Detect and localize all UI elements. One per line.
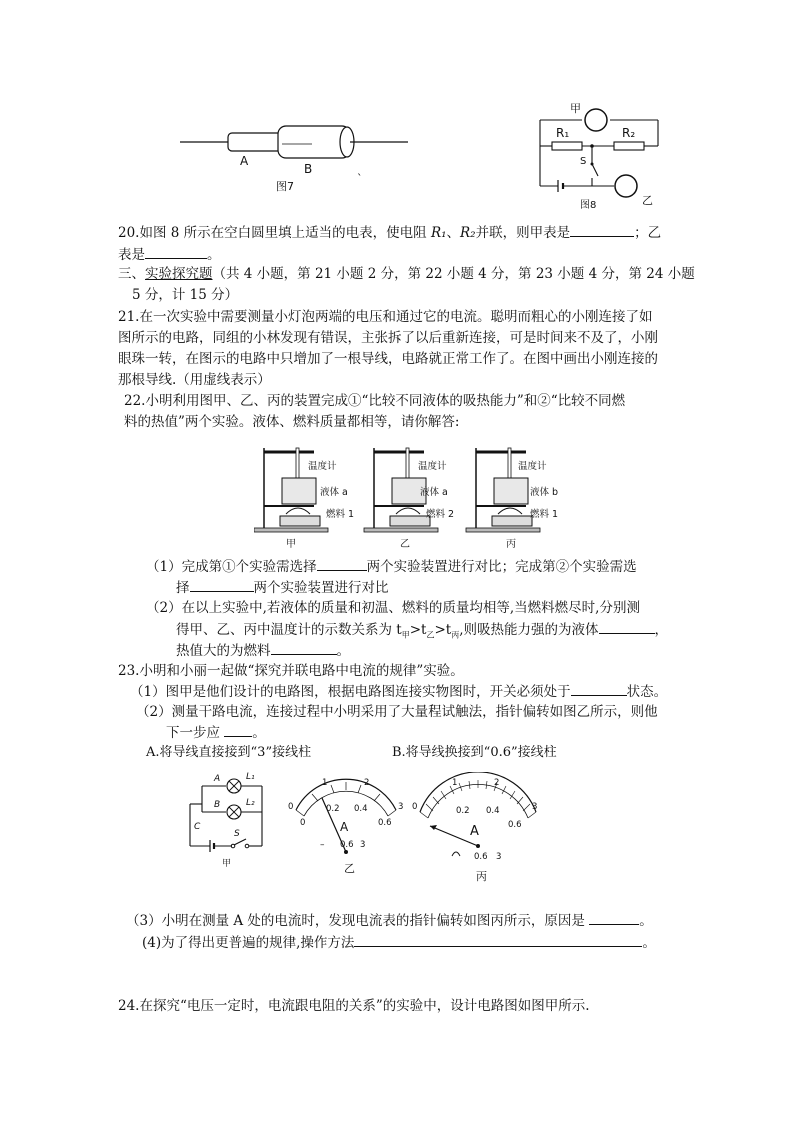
fig7-label-b: B: [304, 162, 313, 176]
stray-mark: `: [357, 172, 363, 185]
section3-text: （共 4 小题，第 21 小题 2 分，第 22 小题 4 分，第 23 小题 4 分，第 24 小题: [212, 266, 695, 282]
q22-sub2-text-e: 热值大的为燃料: [176, 643, 271, 659]
q22-blank-4[interactable]: [271, 640, 337, 655]
q23-sub1: [130, 681, 667, 702]
yi-meter-letter: A: [340, 820, 349, 834]
yi-scale-top-0: 0: [288, 802, 294, 812]
q22-blank-1[interactable]: [317, 556, 367, 571]
yi-thermometer-label: 温度计: [418, 461, 447, 472]
q22-sub1-line2: [176, 577, 389, 598]
q23-sub3: [126, 910, 653, 931]
q20-text-a: 20.如图 8 所示在空白圆里填上适当的电表，使电阻: [118, 225, 431, 241]
q22-sub1-text-b: 两个实验装置进行对比；完成第②个实验需选: [366, 559, 637, 575]
figure-7-drawing: [178, 118, 418, 198]
q22-line2: 料的热值”两个实验。液体、燃料质量都相等，请你解答:: [124, 414, 460, 430]
q23-sub4-text-b: 。: [642, 935, 656, 951]
yi-scale-top-2: 2: [364, 778, 370, 788]
q20-line1: [118, 222, 661, 243]
q22-sub-bing: 丙: [451, 630, 460, 640]
q22-line1: 22.小明利用图甲、乙、丙的装置完成①“比较不同液体的吸热能力”和②“比较不同燃: [124, 393, 626, 409]
yi-terminal-3: 3: [360, 840, 366, 850]
bing-fuel-label: 燃料 1: [530, 509, 559, 520]
circuit-caption-jia: 甲: [222, 859, 232, 869]
fig7-caption: 图7: [276, 180, 294, 193]
q23-sub3-text-b: 。: [639, 913, 653, 929]
q20-text-e: 。: [207, 247, 221, 263]
q21-line3: 眼珠一转，在图示的电路中只增加了一根导线，电路就正常工作了。在图中画出小刚连接的: [118, 351, 658, 367]
q23-sub4: [142, 932, 656, 953]
bing-meter-letter: A: [470, 824, 479, 839]
q22-sub2-line3: [176, 640, 350, 661]
q22-sub1-text-a: （1）完成第①个实验需选择: [146, 559, 317, 575]
circuit-label-s: S: [234, 829, 240, 839]
circuit-label-c: C: [194, 822, 201, 832]
q22-sub1-text-d: 两个实验装置进行对比: [253, 580, 389, 596]
q23-sub2-text-c: 。: [252, 725, 266, 741]
q22-blank-3[interactable]: [599, 619, 655, 634]
section3-prefix: 三、: [118, 266, 145, 282]
section3-heading: [118, 264, 695, 284]
jia-thermometer-label: 温度计: [308, 461, 337, 472]
fig8-label-r2: R₂: [622, 126, 636, 140]
q20-blank-yi[interactable]: [145, 244, 207, 259]
q23-sub1-text-b: 状态。: [626, 684, 668, 700]
figure-7: [178, 118, 418, 198]
q23-blank-2[interactable]: [224, 722, 252, 737]
q22-blank-2[interactable]: [190, 577, 254, 592]
yi-scale-bottom-2: 0.4: [354, 804, 368, 814]
q22-gt2: >t: [434, 622, 452, 638]
q22-sub1-line1: [146, 556, 637, 577]
q20-r2: R₂: [460, 225, 476, 241]
q23-blank-1[interactable]: [571, 681, 627, 696]
bing-scale-top-0: 0: [412, 802, 418, 812]
circuit-label-a: A: [214, 774, 221, 784]
q22-sub1-text-c: 择: [176, 580, 190, 596]
q23-blank-4[interactable]: [354, 932, 642, 947]
bing-terminal-06: 0.6: [474, 852, 488, 862]
bing-terminal-3: 3: [496, 852, 502, 862]
section3-line2: 5 分，计 15 分）: [132, 287, 239, 303]
yi-terminal-neg: –: [320, 840, 325, 850]
q23-sub1-text-a: （1）图甲是他们设计的电路图，根据电路图连接实物图时，开关必须处于: [130, 684, 571, 700]
jia-liquid-label: 液体 a: [320, 487, 348, 498]
q23-sub3-text-a: （3）小明在测量 A 处的电流时，发现电流表的指针偏转如图丙所示，原因是: [126, 913, 590, 929]
q22-sub-jia: 甲: [401, 630, 410, 640]
bing-scale-top-1: 1: [452, 778, 458, 788]
bing-thermometer-label: 温度计: [518, 461, 547, 472]
fig8-label-jia: 甲: [570, 102, 581, 115]
yi-fuel-label: 燃料 2: [426, 509, 455, 520]
q22-caption-yi: 乙: [400, 539, 410, 550]
fig8-caption: 图8: [580, 200, 597, 211]
bing-scale-top-3: 3: [532, 802, 538, 812]
yi-scale-top-3: 3: [398, 802, 404, 812]
q23-sub2-line2: [166, 722, 266, 743]
yi-terminal-06: 0.6: [340, 840, 354, 850]
figure-8: [530, 98, 670, 210]
q20-text-d: 表是: [118, 247, 145, 263]
q20-r1: R₁: [430, 225, 447, 241]
ammeter-caption-bing: 丙: [476, 870, 487, 883]
q20-text-b: 并联，则甲表是: [475, 225, 571, 241]
bing-scale-bottom-2: 0.4: [486, 806, 500, 816]
q23-sub4-text-a: (4)为了得出更普遍的规律,操作方法: [142, 935, 355, 951]
ammeter-bing: [412, 772, 544, 882]
q24-line1: 24.在探究“电压一定时，电流跟电阻的关系”的实验中，设计电路图如图甲所示.: [118, 998, 590, 1014]
section3-title: 实验探究题: [145, 266, 213, 282]
q22-sub2-text-d: ，: [654, 622, 669, 638]
q22-apparatus-drawing: [254, 438, 576, 548]
q22-gt1: >t: [409, 622, 427, 638]
q21-line2: 图所示的电路，同组的小林发现有错误，主张拆了以后重新连接，可是时间来不及了，小刚: [118, 330, 658, 346]
bing-scale-bottom-1: 0.2: [456, 806, 470, 816]
q20-sep: 、: [446, 225, 461, 241]
bing-liquid-label: 液体 b: [530, 487, 559, 498]
ammeter-yi: [282, 774, 410, 878]
q22-caption-jia: 甲: [286, 539, 296, 550]
q23-option-a: A.将导线直接接到“3”接线柱: [146, 745, 312, 760]
yi-scale-bottom-3: 0.6: [378, 818, 392, 828]
q20-line2: [118, 244, 221, 265]
circuit-label-b: B: [214, 800, 221, 810]
ammeter-caption-yi: 乙: [344, 862, 355, 875]
q22-sub2-text-b: 得甲、乙、丙中温度计的示数关系为 t: [176, 622, 402, 638]
q22-sub-yi: 乙: [426, 630, 435, 640]
fig8-label-r1: R₁: [556, 126, 570, 140]
q23-option-b: B.将导线换接到“0.6”接线柱: [392, 745, 557, 760]
fig8-label-yi: 乙: [642, 194, 653, 207]
q20-text-c: ；乙: [634, 225, 662, 241]
q22-caption-bing: 丙: [506, 539, 516, 550]
jia-fuel-label: 燃料 1: [326, 509, 355, 520]
q21-line1: 21.在一次实验中需要测量小灯泡两端的电压和通过它的电流。聪明而粗心的小刚连接了如: [118, 309, 653, 325]
q23-blank-3[interactable]: [589, 910, 639, 925]
fig8-label-s: S: [580, 156, 587, 167]
q23-sub2-text-b: 下一步应: [166, 725, 225, 741]
q22-sub2-line1: （2）在以上实验中,若液体的质量和初温、燃料的质量均相等,当燃料燃尽时,分别测: [146, 600, 640, 616]
circuit-label-l1: L₁: [246, 772, 255, 782]
yi-scale-bottom-1: 0.2: [326, 804, 340, 814]
q22-sub2-text-f: 。: [336, 643, 350, 659]
bing-scale-top-2: 2: [494, 778, 500, 788]
fig7-label-a: A: [240, 154, 249, 168]
yi-scale-bottom-0: 0: [300, 818, 306, 828]
q23-line1: 23.小明和小丽一起做“探究并联电路中电流的规律”实验。: [118, 663, 464, 679]
yi-scale-top-1: 1: [322, 778, 328, 788]
q21-line4: 那根导线.（用虚线表示）: [118, 372, 271, 388]
q22-figure: [254, 438, 576, 548]
circuit-label-l2: L₂: [246, 798, 255, 808]
q22-sub2-text-c: ,则吸热能力强的为液体: [459, 622, 599, 638]
q23-sub2-line1: （2）测量干路电流，连接过程中小明采用了大量程试触法，指针偏转如图乙所示，则他: [136, 704, 658, 720]
bing-scale-bottom-3: 0.6: [508, 820, 522, 830]
q20-blank-jia[interactable]: [570, 222, 634, 237]
yi-liquid-label: 液体 a: [420, 487, 448, 498]
q23-circuit-jia: [184, 772, 274, 870]
